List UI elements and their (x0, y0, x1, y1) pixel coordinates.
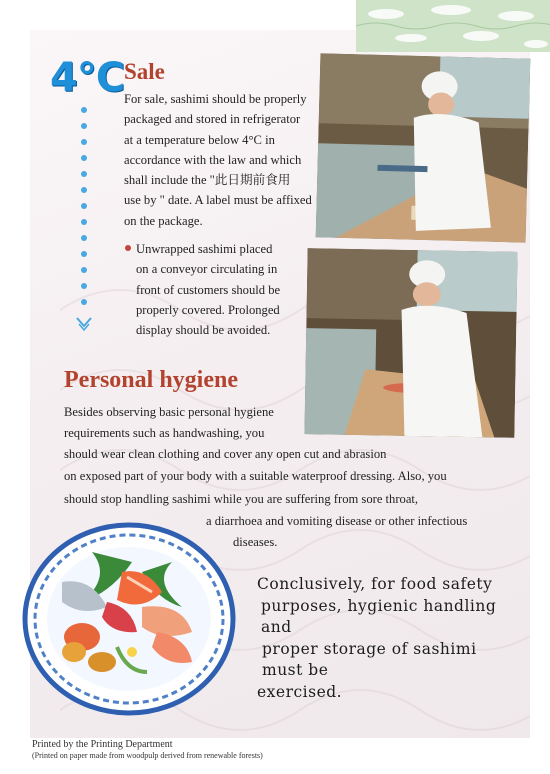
footer-printer-credit: Printed by the Printing Department (32, 739, 173, 750)
sale-line: at a temperature below 4°C in (124, 132, 275, 147)
sale-paragraph (124, 89, 324, 231)
hygiene-line: diseases. (233, 535, 278, 549)
sale-line: shall include the "此日期前食用 (124, 173, 291, 188)
fish-pattern-icon (356, 0, 550, 52)
footer-paper-note: (Printed on paper made from woodpulp derived from renewable forests) (32, 751, 263, 760)
conclusion-text (257, 574, 497, 704)
hygiene-line: on exposed part of your body with a suitable waterproof dressing. Also, you (64, 469, 447, 483)
hygiene-line: Besides observing basic personal hygiene (64, 405, 274, 419)
hygiene-heading: Personal hygiene (64, 367, 238, 393)
conclusion-line: Conclusively, for food safety (257, 575, 493, 593)
hygiene-line: should wear clean clothing and cover any open cut and abrasion (64, 447, 387, 461)
bullet-line: display should be avoided. (136, 323, 271, 338)
sale-line: on the package. (124, 213, 203, 228)
chef-photo-bottom (304, 248, 517, 438)
sale-line: use by " date. A label must be affixed (124, 193, 312, 208)
hygiene-line: should stop handling sashimi while you are suffering from sore throat, (64, 492, 419, 506)
bullet-paragraph (136, 239, 308, 340)
hygiene-line: requirements such as handwashing, you (64, 426, 265, 440)
conclusion-line: exercised. (257, 682, 343, 701)
hygiene-line: a diarrhoea and vomiting disease or other infectious (206, 514, 468, 528)
bullet-line: front of customers should be (136, 282, 281, 297)
bullet-line: properly covered. Prolonged (136, 302, 280, 317)
bullet-line: on a conveyor circulating in (136, 262, 278, 277)
dotted-arrow-icon (76, 104, 96, 336)
bullet-line: Unwrapped sashimi placed (136, 242, 273, 256)
sale-line: accordance with the law and which (124, 152, 302, 167)
chef-photo-top (316, 53, 531, 242)
sale-line: For sale, sashimi should be properly (124, 92, 307, 106)
conclusion-line: purposes, hygienic handling and (261, 596, 497, 637)
conclusion-line: proper storage of sashimi must be (262, 639, 477, 680)
bullet-dot-icon (125, 245, 131, 251)
temperature-label: 4°C (50, 55, 125, 101)
sale-heading: Sale (124, 59, 165, 84)
sashimi-plate-image (22, 522, 236, 716)
sale-line: packaged and stored in refrigerator (124, 112, 301, 127)
